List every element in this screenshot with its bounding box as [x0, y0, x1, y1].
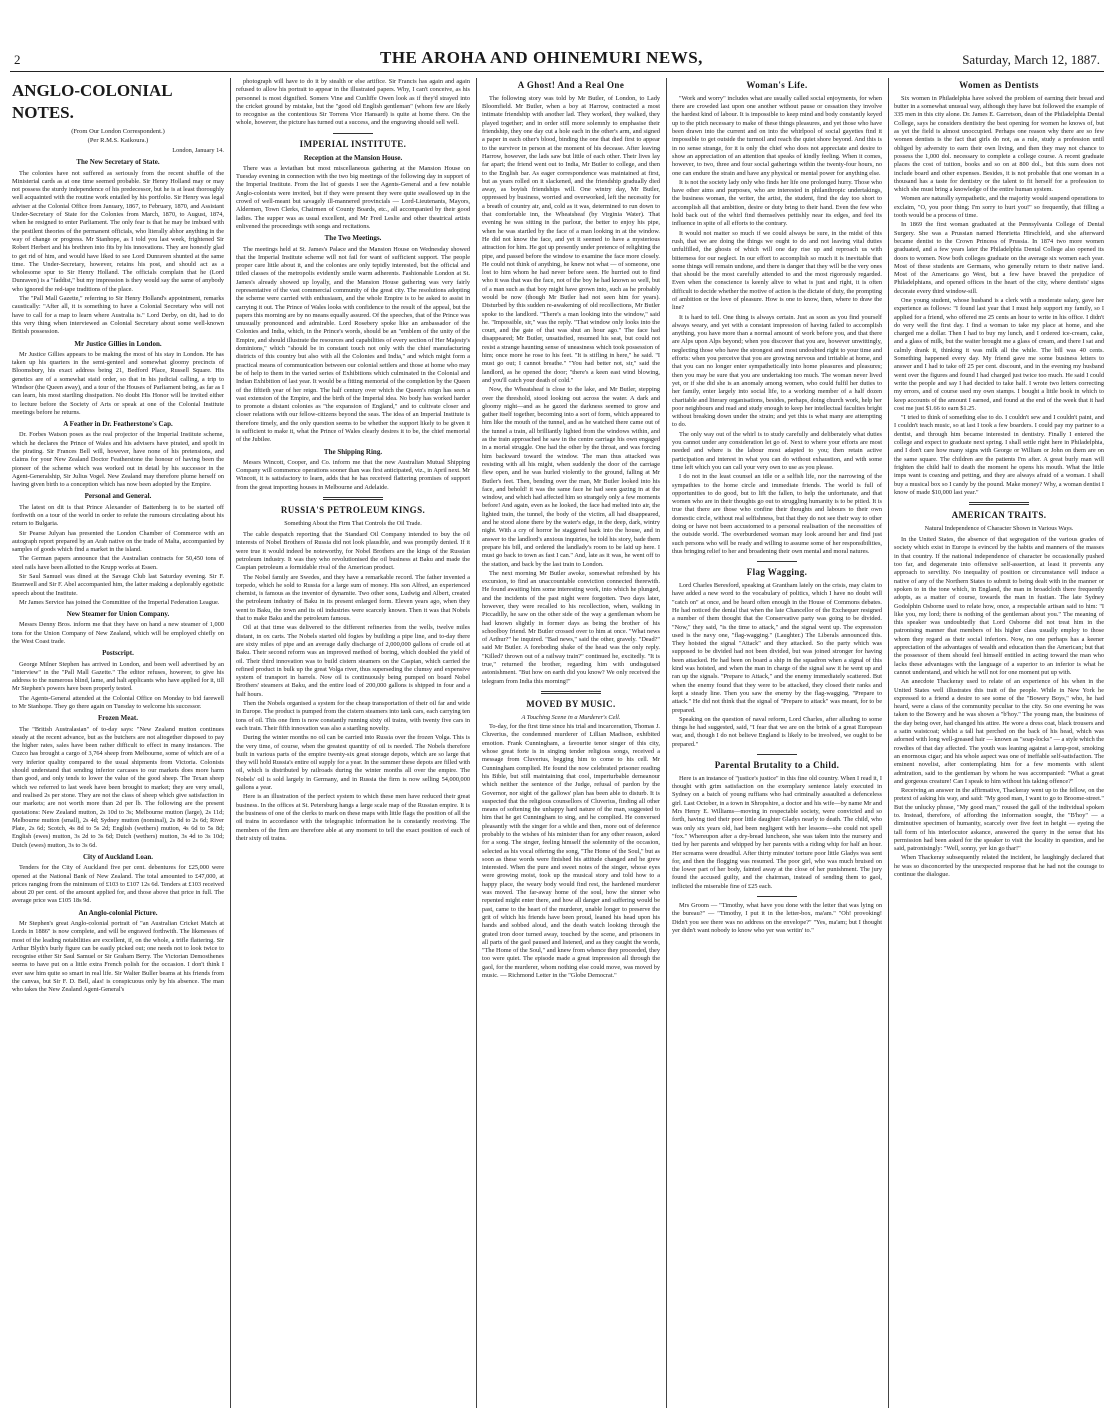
paragraph: The "Pall Mall Gazette," referring to Sir Henry Holland's appointment, remarks caustically: "After all, it is something to have a Colonial Secretary who will not have to call for a map to learn where Australia is." Lord Derby, on dit, had to do this very thing when interviewed as Colonial Secretary about some well-known British possession. [12, 295, 224, 336]
paragraph: The only way out of the whirl is to study carefully and deliberately what duties you cannot under any consideration let go of. Next to where your efforts are most needed and where is the labour most adapted to you; then retain active participation and interest in what you can do without exhaustion, and with some time left which you can call your very own to use as you please. [672, 430, 882, 471]
paragraph: Then the Nobels organised a system for the cheap transportation of their oil far and wide in Europe. The product is pumped from the cistern steamers into tank cars, each carrying ten tons of oil. This one firm is now constantly running sixty oil trains, with twenty five cars in each train. Their fifth innovation was also a startling novelty. [236, 700, 470, 732]
paragraph: George Milner Stephen has arrived in London, and been well advertised by an "interview" in the "Pall Mall Gazette." The editor refuses, however, to give his address to the numerous blind, lame, and halt applicants who have applied for it, till Mr Stephen's powers have been properly tested. [12, 660, 224, 693]
paragraph: It is not the society lady only who finds her life one prolonged hurry. Those who have other aims and purposes, who are interested in philanthropic undertakings, the business woman, the writer, the artist, the student, find the day too short to accomplish all that ambition, desire or duty bring to their hand. Even the few who hold back out of the whirl find themselves pettishly near its edges, and feel its influence in spite of all efforts to the contrary. [672, 178, 882, 228]
column-women-as-dentists [894, 78, 1104, 1413]
separator [757, 561, 797, 562]
article-heading: IMPERIAL INSTITUTE. [299, 138, 407, 149]
column-divider [476, 78, 477, 1408]
article-heading: ANGLO-COLONIAL NOTES. [12, 81, 172, 123]
paragraph: The latest on dit is that Prince Alexander of Battenberg is to be started off forthwith on a tour of the world in order to refute the rumours circulating about his return to Bulgaria. [12, 503, 224, 528]
paragraph: In 1869 the first woman graduated at the Pennsylvania College of Dental Surgery. She was a Prussian named Henrietta Hirschfeld, and she afterward became dentist to the Crown Princess of Prussia. In 1874 two more women graduated, and a few years later the Philadelphia Dental College also opened its doors to women. Now both colleges graduate on the average six women each year. Most of these students are Germans, who generally return to their native land. Most of the Americans go West, but a few have braved the prejudice of Philadelphians, and opened offices in the heart of the city, where dentists' signs decorate every third window-sill. [894, 221, 1104, 295]
dateline: London, January 14. [172, 147, 224, 155]
issue-date: Saturday, March 12, 1887. [962, 52, 1100, 67]
page-number: 2 [14, 52, 21, 67]
section-heading: The New Secretary of State. [76, 158, 160, 167]
separator [333, 133, 373, 134]
paragraph: The following story was told by Mr Butler, of London, to Lady Bloomfield. Mr Butler, when a boy at Harrow, contracted a most intimate friendship with another lad. They worked, they walked, they played together; and in order still more solemnly to emphasise their friendship, they one day cut a hole each in the other's arm, and signed a paper in each other's blood, binding the one that died first to appear to the survivor in person at the moment of his decease. After leaving Harrow, however, the lads saw but little of each other. Their lives lay far apart; the friend went out to India, Mr Butler to college, and then to the English bar. As eager correspondence was maintained at first, but as years rolled on it slackened, and the friendship gradually died away, as boyish friendships will. One wintry day, Mr Butler, oppressed by business, worried and overworked, left the necessity for a breath of country air, and, cold as it was, determined to run down to that comfortable inn, the Wheatsheaf (by Virginia Water). That evening he was sitting in the parlour, the better to enjoy his pipe, when he was startled by the face of a man looking in at the window. He did not know the face, and yet it seemed to have a mysterious attraction for him. He got up presently under pretence of relighting the pipe, and passed before the window to examine the face more closely. He could not think of anything, he knew not what — of someone, one lost to him whom he had never before seen. He hurried out to find who it was that was the face, not of the boy he had known so well, but of a man such as that boy might have grown into, such as he probably would be now (though Mr Butler had not seen him for years). Disturbed by this sudden re-awakening of old recollections, Mr Butler spoke to the landlord. "There's a man looking into the window," said he. "Impossible, sir," was the reply. "That window only looks into the court, and the gate of that was shut an hour ago." The face had disappeared; Mr Butler, unsatisfied, resumed his seat, but could not resist a strange haunting sense of uneasiness which took possession of him; once more he rose to his feet. "It is stifling in here," he said. "I must go out; I cannot breathe." "You had better not, sir," said the landlord, as he opened the door; "there's a keen east wind blowing, and you'll catch your death of cold." [482, 94, 660, 384]
section-heading: Personal and General. [84, 492, 152, 501]
article-heading: MOVED BY MUSIC. [526, 698, 616, 709]
paragraph: The cable despatch reporting that the Standard Oil Company intended to buy the oil interests of Nobel Brothers of Russia did not look plausible, and was promptly denied. If it were true it would indeed be noteworthy, for Nobel Brothers are the kings of the Russian petroleum industry. It was they who revolutionised the oil business at Baku and made the Caspian petroleum a formidable rival of the American product. [236, 531, 470, 572]
paragraph: Mrs Groom — "Timothy, what have you done with the letter that was lying on the bureau?" — "Timothy, I put it in the letter-box, ma'am." "Oh! provoking! Didn't you see there was no address on the envelope?" "Yes, ma'am; but I thought yer didn't want nobody to know who yer was writin' to." [672, 902, 882, 934]
column-ghost-story [482, 78, 660, 1413]
paragraph: There was a leviathan but most miscellaneous gathering at the Mansion House on Tuesday evening in connection with the two big meetings of the following day in support of the Imperial Institute. From the list of guests I see the Agents-General and a few notable Anglo-colonists were invited, but if they were present they were quite swallowed up in the crowd of well-meant but savagely ill-mannered provincials — Lord-Lieutenants, Mayors, Aldermen, Town Clerks, Chairmen of County Boards, etc., all accompanied by their good ladies. The supper was as usual excellent, and Mr Fred Leslie and other theatrical artists enlivened the proceedings with songs and recitations. [236, 164, 470, 230]
column-divider [230, 78, 231, 1408]
column-divider [888, 78, 889, 1408]
separator [323, 497, 383, 500]
paragraph: Now, the Wheatsheaf is close to the lake, and Mr Butler, stepping over the threshold, stood looking out across the water. A dark and gloomy night—and as he gazed the darkness seemed to grow and gather itself together, becoming into a sort of form, which appeared to him like the mouth of the tunnel, and as he watched there came out of the tunnel a train, all brilliantly lighted from the windows within, and as the train approached he saw in the centre carriage his own engaged in a mortal struggle. One had the other by the throat, and was forcing him backward toward the window. The man thus attacked was resisting with all his might, when suddenly the door of the carriage flew open, and he was hurled violently to the ground, falling at Mr Butler's feet. Then, bending over the man, Mr Butler looked into his face, and behold! it was the same face he had seen gazing in at the window, and which had affected him so strangely only a few moments before! And again, even as he looked, the face had melted into air, the lighted train, the tunnel, the body of the victim, all had disappeared, and he stood alone there by the water's edge, in the deep, dark, wintry night. With a cry of horror he staggered back into the house, and in answer to the landlord's anxious inquiries, he told his story, bade them prepare his bill, and ordered the landlady's room to be laid up here. I must go back to town as fast I can." And, late as it was, he went off to the station, and back by the last train to London. [482, 386, 660, 568]
paragraph: Mr Justice Gillies appears to be making the most of his stay in London. He has taken up his quarters in the semi-genteel and somewhat gloomy precincts of Bloomsbury, his exact address being 21, Bedford Place, Russell Square. His genetics are of a somewhat staid order, so that in his judicial calling, a trip to Windsor (the Queen away), and a tour of the Houses of Parliament being, as far as I can learn, his most startling dissipation. No doubt His Honor will be invited either to lecture before the Society of Arts or speak at one of the Colonial Institute meetings before he returns. [12, 350, 224, 416]
paragraph: Oil at that time was delivered to the different refineries from the wells, twelve miles distant, in ox carts. The Nobels started old fogies by building a pipe line, and to-day there are sixty miles of pipe and an average daily discharge of 2,000,000 gallons of crude oil at Baku. Their second reform was an improved method of boring, which doubled the yield of oil. Their third innovation was to build cistern steamers on the Caspian, which carried the refined product in bulk up the great Volga river, thus superseding the clumsy and expensive system of transport in barrels. Now oil is continuously being pumped on board Nobel Brothers' steamers at Baku, and the entire load of 200,000 gallons is shipped in four and a half hours. [236, 624, 470, 698]
section-heading: New Steamer for Union Company. [66, 610, 170, 619]
paragraph: "I tried to think of something else to do. I couldn't sew and I couldn't paint, and I couldn't teach music, so at last I took a few boarders. I could pay my partner to a dentist, and through him became interested in dentistry. Finally I entered the college and expect to graduate next spring. I shall settle right here in Philadelphia, and I don't care how many signs with George or William or John on them are on the same square. The children are the patients I'm after. A great burly man will frighten the child half to death the moment he opens his mouth. What the little imps want is coaxing and petting, and they are always afraid of a woman. I shall buy a musical box so I candy by the pound. Make money? Why, a woman dentist I know of made $10,000 last year." [894, 414, 1104, 496]
paragraph: In the United States, the absence of that segregation of the various grades of society which exist in Europe is evinced by the habits and manners of the masses in that country. If the national independence of character be occasionally pushed too far, and degenerate into offensive self-assertion, at least it prevents any approach to servility. No inequality of position or circumstance will induce a native of any of the Northern States to submit to being dealt with in the manner or spoken to in the tone which, in England, the man in broadcloth there frequently adopts, as a matter of course, towards the man in fustian. The late Sydney Godolphin Osborne used to relate how, once, a respectable artisan said to him: "I like you, my lord; there is nothing of the gentleman about you." The meaning of this speaker was undoubtedly that Lord Osborne did not treat him in the patronising manner that members of his higher class usually employ to those whom they regard as their social inferiors. Now, no one perhaps has a keener appreciation of the advantages of wealth and education than the American; but that the possessor of them should feel himself entitled in acting toward the man who lacks these advantages with the language of a superior to an inferior is what he cannot understand, and which he will not for one moment put up with. [894, 536, 1104, 676]
article-heading: RUSSIA'S PETROLEUM KINGS. [280, 505, 426, 516]
paragraph: Tenders for the City of Auckland five per cent. debentures for £25,000 were opened at the National Bank of New Zealand. The total amounted to £47,000, at prices ranging from the minimum of £103 to £107 12s 6d. Tenders at £103 received about 20 per cent. of the amount applied for, and those above that price in full. The average price was £105 18s 9d. [12, 864, 224, 905]
paragraph: photograph will have to do it by stealth or else artifice. Sir Francis has again and again refused to allow his portrait to appear in the illustrated papers. Why, I can't conceive, as his personnel is most dignified. Somers Vine and Cunliffe Owen look as if they'd strayed into the cricket ground by mistake, but the "good old English gentleman" (whom few are likely to recognise as the contentious Sir Torrens Vice Hansard) is quite at home there. On the whole, however, the picture has turned out a success, and the engraving should sell well. [236, 78, 470, 127]
section-heading: City of Auckland Loan. [82, 853, 154, 862]
article-subheading: Natural Independence of Character Shown in Various Ways. [924, 525, 1074, 532]
article-heading: Women as Dentists [959, 80, 1039, 90]
paragraph: Six women in Philadelphia have solved the problem of earning their bread and butter in a somewhat unusual way, although they have but followed the example of 335 men in this city alone. Dr. James E. Garretson, dean of the Philadelphia Dental College, says he considers dentistry the best opening for women he knows of, but as yet the field is almost unoccupied. Perhaps one reason why there are so few women dentists is the fact that girls do not, as a rule, study a profession until obliged by adversity to earn their own living, and then they may not chance to possess the 1,000 dol. necessary to complete a college course. A recent graduate places the cost of tuition, books and so on at 800 dol., but this sum does not include board and other expenses. Besides, it is not probable that one woman in a thousand has a taste for dentistry or the talent to fit herself for a profession to which she must bring a knowledge of the entire human system. [894, 94, 1104, 194]
paragraph: Dr. Forbes Watson poses as the real projector of the Imperial Institute scheme, which he declares the Prince of Wales and his advisers have pirated, and spoilt in the pirating. Sir Frances Bell will, however, have none of his pretensions, and claims for your New Zealand Doctor Featherstone the honour of having been the pioneer of the scheme which was worked out in detail by his successor in the Agent-Generalship, Sir Julius Vogel. New Zealand may therefore plume herself on having given birth to a conception which has now been adopted by the Empire. [12, 431, 224, 489]
article-subheading: Something About the Firm That Controls the Oil Trade. [284, 519, 422, 527]
column-anglo-colonial-notes [12, 78, 224, 1413]
column-imperial-institute [236, 78, 470, 1413]
article-heading: Flag Wagging. [746, 567, 808, 578]
paragraph: Mr James Service has joined the Committee of the Imperial Federation League. [19, 598, 220, 606]
paragraph: Sir Saul Samuel was dined at the Savage Club last Saturday evening. Sir F. Bramwell and Sir F. Abel accompanied him, the latter making a deplorably egotistic speech about the Institute. [12, 573, 224, 597]
column-womans-life [672, 78, 882, 1413]
separator [757, 896, 797, 897]
article-heading: Parental Brutality to a Child. [714, 760, 840, 771]
paragraph: The meetings held at St. James's Palace and the Mansion House on Wednesday showed that the Imperial Institute scheme will not fail for want of sufficient support. The people proper care little about it, and the colonies are only tepidly interested, but the official and titled classes of the metropolis evidently smile warm adherents. Fashionable London at St. James's already showed up loyally, and the Mansion House gathering was very fairly representative of the vast commercial community of the great city. The resolutions adopting the scheme were carried with enthusiasm, and the whole Empire is to be asked to assist in carrying it out. The Prince of Wales looks with confidence to the result of the appeal, but the papers this morning are by no means equally assured. Of the speeches, that of the Prince was unusually pronounced and admirable. Lord Rosebery spoke like an ambassador of the Colonies and India, which, in the Prince's words, should be an "emblem of the unity of the Empire, and should illustrate the resources and capabilities of every section of Her Majesty's dominions," which "should be in constant touch not only with the chief manufacturing districts of this country but also with all the Colonies and India," and which might form a practical means of communication between our colonial settlers and those at home who may be of help to them in the varied series of Exhibitions which culminated in the Colonial and Indian Exhibition of last year. It would be a fitting memorial of the completion by the Queen of the fiftieth year of her reign. The half century over which the Queen's reign has seen a vast extension of the Empire, and the birth of the Imperial idea. No body has worked harder to promote a distant colonies as "the expansion of England," and to cultivate closer and closer relations with our fellow-citizens beyond the seas. The idea of an Imperial Institute is therefore timely, and the only question seems to be whether the support likely to be given it is sufficient to make it, what the Prince of Wales clearly desires it to be, the chief memorial of the Jubilee. [236, 245, 470, 444]
paragraph: Here is an instance of "justice's justice" in this fine old country. When I read it, I thought with grim satisfaction on the exemplary sentence lately executed in Sydney on a batch of young ruffians who had criminally assaulted a defenceless girl. Last October, in a town in Shropshire, a doctor and his wife—by name Mr and Mrs Henry E. Williams—moving in respectable society, were convicted and so forth, having tied their poor little daughter Gladys nearly to death. The child, who was only six years old, had been negligent with her lessons—she could not spell "fox." Whereupon after a dry-bread luncheon, she was taken into the nursery and tied by her parents and whipped by her parents with a riding whip for half an hour. Her screams were dreadful. After thirty minutes' torture poor little Gladys was sent for, and then the flogging was resumed. The poor girl, who was much bruised on the lower part of her body, fainted away at the close of her punishment. The jury found the accused guilty, and the chairman, instead of sending them to gaol, inflicted the miserable fine of £25 each. [672, 774, 882, 890]
paragraph: Lord Charles Beresford, speaking at Grantham lately on the crisis, may claim to have added a new word to the vocabulary of politics, which I have no doubt will "catch on" at once, and be heard often enough in the House of Commons debates. He had noticed the denial that when the late Chancellor of the Exchequer resigned a number of them thought that the Conservative party was going to be divided. "Now," they said, "is the time to attack," and the signal went up. The expression used is the navy one, "flag-wagging." (Laughter.) The Liberals announced this. They hoisted the signal "Attack" and they attacked. So the party which was supposed to be divided had not been divided, but was joined stronger for having been attacked. He had been on board a ship in the squadron when a signal of this kind was hoisted, and when the man in charge of the signal saw it he went up and ran up the signals. "Prepare to Attack," and the enemy immediately scattered. But when the enemy found that they were to be attacked, they closed their ranks and kept a steady line. Then you saw the enemy by the flag-wagging, "Prepare to attack." He did not think that the signal of "Prepare to attack" was meant, for to be prepared. [672, 582, 882, 714]
paragraph: Sir Pearse Julyan has presented the London Chamber of Commerce with an autograph report prepared by an Arab native on the trade of Malta, accompanied by samples of goods which find a market in the island. [12, 529, 224, 554]
paragraph: The German papers announce that the Australian contracts for 50,450 tons of steel rails have been allotted to the Krupp works at Essen. [12, 555, 224, 571]
paragraph: During the winter months no oil can be carried into Russia over the frozen Volga. This is the very time, of course, when the greatest quantity of oil is needed. The Nobels therefore built in various parts of the empire twenty-six great storage depots, which are so large that they will hold Russia's entire oil supply for a year. In the summer these depots are filled with oil, which is distributed by railroads during the winter months all over the empire. The Nobels' oil is sold largely in Germany, and in Russia the firm is now selling 54,000,000 gallons a year. [236, 734, 470, 792]
separator [541, 691, 601, 694]
column-divider [666, 78, 667, 1408]
article-subheading: A Touching Scene in a Murderer's Cell. [521, 713, 621, 721]
section-heading: Frozen Meat. [98, 714, 138, 723]
separator [757, 754, 797, 755]
paragraph: Messrs Wincott, Cooper, and Co. inform me that the new Australian Mutual Shipping Company will commence operations sooner than was first anticipated, viz., in April next. Mr Wincott, it is satisfactory to learn, adds that he has received flattering promises of support from the great importing houses in Melbourne and Adelaide. [236, 458, 470, 491]
paragraph: "Work and worry" includes what are usually called social enjoyments, for when there are crowded last upon one another without pause or cessation they involve the hardest kind of labour. It is impossible to keep mind and body constantly keyed up to the pitch necessary to make of these things pleasures, and yet those who have been drawn into the current and on into the whirlpool of social gayeties find it impossible to get outside the turmoil and reach the quiet shore beyond. And this is in no sense strange, for it is only the chief who does not appreciate and desire to show an appreciation of an attention that speaks of kindly feeling. When it comes, however, to two, three and four social gatherings within the twenty-four hours, no one can endure the strain and have any physical or mental power for anything else. [672, 94, 882, 177]
paragraph: An anecdote Thackeray used to relate of an experience of his when in the United States well illustrates this trait of the people. While in New York he expressed to a friend a desire to see some of the "Bowery Boys," who, he had heard, were a class of the community peculiar to the city. So one evening he was taken to the Bowery and he was shown a "b'hoy." The young man, the business of the day being over, had changed his attire. He wore a dress coat, black trousers and a satin waistcoat; whilst a tall hat perched on the back of his head, which was adorned with long well-greased hair — known as "soap-locks" — a style which the rowdies of that day affected. The youth was leaning against a lamp-post, smoking an enormous cigar; and his whole aspect was one of ineffable self-satisfaction. The eminent novelist, after contemplating him for a few moments with silent admiration, said to the gentleman by whom he was accompanied: "What a great and gorgeous creature! Can I speak to him without his taking offence?" [894, 678, 1104, 785]
paragraph: Here is an illustration of the perfect system to which these men have reduced their great business. In the offices at St. Petersburg hangs a large scale map of the Russian empire. It is the business of one of the clerks to mark on these maps with little flags the position of all the oil trains in accordance with the telegraphic information he is constantly receiving. The members of the firm are therefore able at any moment to tell the exact position of each of their sixty oil trains. [236, 793, 470, 842]
section-heading: The Two Meetings. [324, 234, 382, 243]
paragraph: Mr Stephen's great Anglo-colonial portrait of "an Australian Cricket Match at Lords in 1886" is now complete, and will be engraved forthwith. The likenesses of most of the leading notabilities are excellent, if, on the whole, a trifle flattering. Sir Arthur Blyth's burly figure can be easily picked out; one needs not to look twice to recognise either Sir Saul Samuel or Sir Graham Berry. The Victorian Demosthenes seems to have put on a little extra French polish for the occasion. I don't think I ever saw him quite so smart in real life. Sir Walter Buller beams at his friends from the canvas, but Sir F. D. Bell, alas! is conspicuous only by his absence. The man who takes the New Zealand Agent-General's [12, 920, 224, 994]
paragraph: It would not matter so much if we could always be sure, in the midst of this rush, that we are doing the things we ought to do and not leaving vital duties unfulfilled, the ghosts of which will one day rise up and reproach us with bitterness for our neglect. In our effort to accomplish so much it is inevitable that some things will remain undone, and there is danger that they will be the very ones that should be the most carefully attended to and the most rigorously regarded. Even when the conscience is keenly alive to what is just and right, it is often difficult to decide whether the motive of action is the dictate of duty, the prompting of ambition or the love of pleasure. How is one to know, then, where to draw the line? [672, 229, 882, 312]
paragraph: I do not in the least counsel an idle or a selfish life, nor the narrowing of the sympathies to the home circle and immediate friends. The world is full of opportunities to do good, but to lift the fallen, to help the unfortunate, and that women who are in their thoughts go out to struggling humanity is to be pitied. It is true that there are those who confine their thoughts and labours to their own domestic circle, without real selfishness, but that they do not see their way to other doing or have not been accustomed to a personal realisation of the necessities of the outside world. The overburdened woman may look around her and find just such persons who will be ready and willing to assume some of her responsibilities, thus bringing relief to her and broadening their own mental and moral natures. [672, 473, 882, 555]
paragraph: To-day, for the first time since his trial and incarceration, Thomas J. Cluverius, the condemned murderer of Lillian Madison, exhibited emotion. Frank Cunningham, a favourite tenor singer of this city, whose great forte is in singing tender religious songs, received a message from Cluverius, begging him to come to his cell. Mr Cunningham complied. He found the now celebrated prisoner reading his Bible, but still maintaining that cool, imperturbable demeanour which neither the sentence of the Judge, refusal of pardon by the Governor, nor sight of the gallows' plan has been able to disturb. It is suspected that the religious counsellors of Cluverius, finding all other means of softening the unhappy hard nature of the man, suggested to him that he get Cunningham to sing, and he complied. He conversed pleasantly with the singer for a while and then, more out of deference probably to the wishes of his minister than for any other reason, asked for a song. The singer, feeling himself the solemnity of the occasion, selected as his vocal offering the song, "The Home of the Soul," but as soon as these words were finished his attitude changed and he grew interested. When the pure and sweet notes of the singer, whose eyes were growing moist, took up the musical story and told how to a happy place, the weary body would find rest, the hardened murderer was moved. The far-away home of the soul, how the sinner who repented might enter there, and how all danger and suffering would be past, came to the heart of the murderer, unable longer to preserve the grit of which his friends have been proud, leaned his head upon his hands and sobbed aloud, and the death watch looking through the grated iron door turned away, touched by the scene, and prisoners in all parts of the gaol paused and listened, and as they caught the words, "The Home of the Soul," and knew from whence they proceeded, they too were quiet. The episode made a great impression all through the gaol, for the murderer, whom nothing else could move, was moved by music. — Richmond Letter in the "Globe Democrat." [482, 723, 660, 980]
paragraph: The Nobel family are Swedes, and they have a remarkable record. The father invented a torpedo, which he sold to Russia for a large sum of money. His son Alfred, an experienced chemist, is famous as the inventor of dynamite. Two other sons, Ludwig and Albert, created the petroleum industry of Baku in its present enlarged form. Eleven years ago, when they went to Baku, the town and its oil industries were scarcely known. Then it was that Nobels that to make Baku and the petroleum famous. [236, 573, 470, 623]
paragraph: Women are naturally sympathetic, and the majority would suspend operations to exclaim, "O, you poor thing; I'm sorry to hurt you!" so frequently, that filling a tooth would be a process of time. [894, 195, 1104, 220]
newspaper-title: THE AROHA AND OHINEMURI NEWS, [380, 48, 703, 67]
paragraph: The colonies have not suffered as seriously from the recent shuffle of the Ministerial cards as at one time seemed probable. Sir Henry Holland may or may not possess the sturdy independence of his predecessor, but he is at least thoroughly well acquainted with the routine work entailed by his portfolio. Sir Henry was legal adviser at the Colonial Office from January, 1867, to February, 1870, and Assistant Under-Secretary of State for the Colonies from March, 1870, to August, 1874, when he resigned to enter Parliament. The only fear is that he may be imbued with the pestilent theories of the permanent officials, who literally abhor anything in the way of change or progress. Mr Stanhope, as I told you last week, frightened Sir Robert Herbert and his brethren into fits by his innovations. They are honestly glad to get rid of him, and would have liked to see Lord Dunraven shunted at the same time. The Under-Secretary, however, retains his post, and should act as a wholesome spur to Sir Henry Holland. The officials complain that he (Lord Dunraven) is a "faddist," but my impression is they would say the same of anybody who ignored the red-tape traditions of the place. [12, 169, 224, 293]
paragraph: The next morning Mr Butler awoke, somewhat refreshed by his excursion, to find an unaccountable conviction connected therewith. He found awaiting him some interesting work, into which he plunged, and the incidents of the past night were forgotten. Two days later, however, they were recalled to his recollection, when, walking in Piccadilly, he saw on the other side of the way a gentleman whom he had known slightly in former days as being the brother of his schoolboy friend. Mr Butler crossed over to him at once. "What news of Arthur?" he inquired. "Bad news," said the other, gravely. "Dead?" said Mr Butler. A foreboding shake of the head was the only reply. "Killed? thrown out of a railway train?" continued he, excitedly. "It is true," returned the brother, regarding him with undisguised astonishment. "But how on earth did you know? We only received the telegram from India this morning!" [482, 569, 660, 685]
paragraph: Receiving an answer in the affirmative, Thackeray went up to the fellow, on the pretext of asking his way, and said: "My good man, I want to go to Broome-street." But the unlucky phrase, "My good man," roused the gall of the individual spoken to. Instead, therefore, of affording the information sought, the "B'hoy" — a diminutive specimen of humanity, scarcely over five feet in height — eyeing the tall form of his interlocutor askance, answered the query in the sense that his permission had been asked for the speaker to visit the locality in question, and he said, patronisingly: "Well, sonny, yer kin go thar!" [894, 787, 1104, 853]
paragraph: The "British Australasian" of to-day says: "New Zealand mutton continues steady at the recent advance, but as the butchers are not altogether disposed to pay the higher rates, sales have been rather difficult to effect in many instances. The Cuzco has brought a cargo of 3,764 sheep from Melbourne, some of which are of a very inferior quality compared to the usual shipments from Victoria. Colonists should understand that sending inferior carcases to our markets does more harm than good, and only tends to lower the value of the good sheep. The Texan sheep which we referred to last week have been brought to market; they are very small, and realised 2s per stone. They are not the class of sheep which give satisfaction in our markets; are not worth more than 2d per lb. The following are the present quotations: New Zealand mutton, 2s 10d to 3s; Melbourne mutton (large), 2s 11d; Melbourne mutton (small), 2s 4d; Sydney mutton (nominal), 2s 8d to 2s 6d; River Plate, 2s 6d; Scotch, 4s 8d to 5s 2d; English (wethers) mutton, 4s 6d to 5s 8d; English (ewes) mutton, 3s 2d to 3s 6d; Dutch (wethers) mutton, 3s 4d to 3s 10d; Dutch (ewes) mutton, 3s to 3s 6d. [12, 725, 224, 849]
byline: (From Our London Correspondent.) [71, 127, 165, 135]
separator [969, 502, 1029, 505]
masthead [0, 0, 1114, 70]
section-heading: An Anglo-colonial Picture. [78, 908, 158, 917]
paragraph: One young student, whose husband is a clerk with a moderate salary, gave her experience as follows: "I found last year that I must help support my family, so I applied for a friend, who offered me 25 cents an hour to write in his office. I didn't do very well the first day. I find a woman to take my place at home, and she charged me a dollar. Then I had to buy my lunch, and I ordered ice-cream, cake, and a glass of milk, but the waiter brought me a glass of cream, and there I sat and calmly drank it, thinking it was milk all the while. The bill was 40 cents. Something happened every day. My friend gave me some business letters to answer and I had to take off 25 per cent. discount, and in the evening my husband went over the figures and found I had charged just twice too much. He said I could write the people and say I had decided to take half. I wrote two letters correcting my errors, and of course used my own stamps. I bought a little book in which to keep accounts of the amount I earned, and found at the end of the week that it had cost me just $1.66 to earn $1.25. [894, 297, 1104, 412]
byline: (Per R.M.S. Kaikoura.) [87, 137, 149, 145]
paragraph: Speaking on the question of naval reform, Lord Charles, after alluding to some things he had suggested, said, "I fear that we are on the brink of a great European war, and, though I do not believe England is likely to be involved, we ought to be prepared." [672, 715, 882, 748]
section-heading: Mr Justice Gillies in London. [74, 339, 162, 348]
article-heading: Woman's Life. [746, 80, 808, 90]
masthead-rule [10, 71, 1104, 72]
article-heading: A Ghost! And a Real One [517, 80, 625, 90]
paragraph: The Agents-General attended at the Colonial Office on Monday to bid farewell to Mr Stanhope. They go there again on Tuesday to welcome his successor. [12, 694, 224, 711]
paragraph: Messrs Denny Bros. inform me that they have on hand a new steamer of 1,000 tons for the Union Company of New Zealand, which will be employed chiefly on the West Coast trade. [12, 621, 224, 646]
section-heading: Reception at the Mansion House. [303, 153, 403, 162]
paragraph: It is hard to tell. One thing is always certain. Just as soon as you find yourself always weary, and yet with a constant impression of having failed to accomplish anything, you have more than a normal amount of work before you, and that there are Alps upon Alps beyond; when you discover that you are, however unwittingly, neglecting those who have the strongest and most undoubted right to your time and efforts: when you perceive that you are growing nervous and irritable at home, and that you can no longer enter sympathetically into home pleasures and pleasures; then you may be sure that you are undertaking too much. The woman never lived yet, or if she did she is an anomaly among women, who could fulfil her duties to her family, enter largely into social life, to a working member of a half dozen charitable and literary organisations, besides, perhaps, doing church work, help her poor neighbours and read and study enough to keep her intellectual faculties bright without breaking down under the strain; and yet this is what many are attempting to do. [672, 313, 882, 429]
section-heading: A Feather in Dr. Featherstone's Cap. [63, 420, 173, 429]
section-heading: Postscript. [102, 649, 134, 658]
article-heading: AMERICAN TRAITS. [951, 510, 1047, 521]
section-heading: The Shipping Ring. [323, 447, 383, 456]
paragraph: When Thackeray subsequently related the incident, he laughingly declared that he was so disconcerted by the unexpected response that he had not the courage to continue the dialogue. [894, 854, 1104, 879]
